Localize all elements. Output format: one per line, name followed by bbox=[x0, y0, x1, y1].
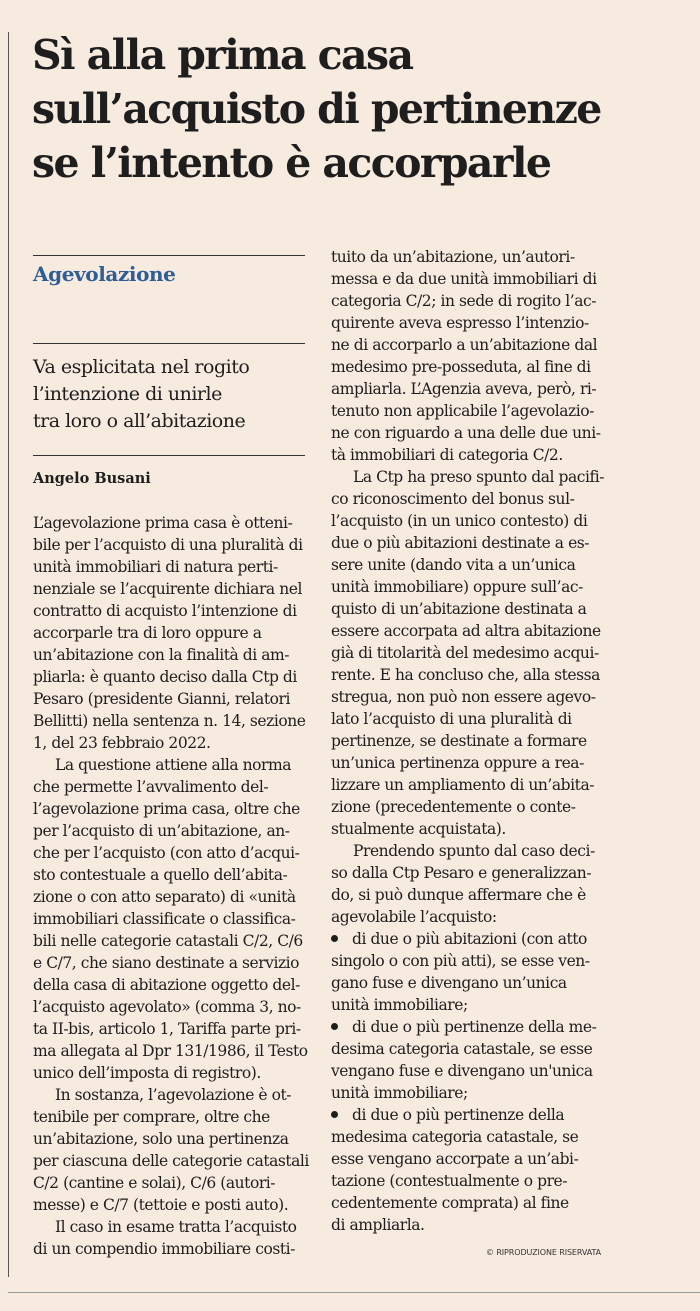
text-line bbox=[33, 754, 309, 776]
text-line-content: agevolabile l’acquisto: bbox=[331, 908, 497, 926]
text-line-content: contratto di acquisto l’intenzione di bbox=[33, 602, 297, 620]
text-line bbox=[331, 1104, 607, 1126]
text-line-content: desima categoria catastale, se esse bbox=[331, 1040, 593, 1058]
text-line-content: bile per l’acquisto di una pluralità di bbox=[33, 536, 303, 554]
text-line-content: vengano fuse e divengano un'unica bbox=[331, 1062, 593, 1080]
text-line-content: l’acquisto agevolato» (comma 3, no- bbox=[33, 998, 301, 1016]
text-line-content: cedentemente comprata) al fine bbox=[331, 1194, 569, 1212]
text-line bbox=[33, 622, 309, 644]
article-column-right bbox=[331, 246, 607, 1236]
text-line bbox=[33, 952, 309, 974]
text-line bbox=[33, 1084, 309, 1106]
text-line bbox=[33, 578, 309, 600]
text-line bbox=[331, 1060, 607, 1082]
text-line-content: di un compendio immobiliare costi- bbox=[33, 1240, 295, 1258]
subhead-line: Va esplicitata nel rogito bbox=[33, 356, 250, 378]
author-byline: Angelo Busani bbox=[33, 470, 151, 487]
headline-line: sull’acquisto di pertinenze bbox=[32, 85, 601, 133]
subhead-line: l’intenzione di unirle bbox=[33, 383, 222, 405]
text-line bbox=[331, 312, 607, 334]
text-line bbox=[331, 1016, 607, 1038]
article-column-left bbox=[33, 512, 309, 1260]
text-line bbox=[331, 884, 607, 906]
text-line bbox=[331, 488, 607, 510]
text-line bbox=[331, 466, 607, 488]
text-line bbox=[33, 1172, 309, 1194]
text-line bbox=[33, 1128, 309, 1150]
text-line-content: già di titolarità del medesimo acqui- bbox=[331, 644, 599, 662]
text-line bbox=[33, 996, 309, 1018]
text-line-content: tuito da un’abitazione, un’autori- bbox=[331, 248, 575, 266]
text-line-content: unità immobiliari di natura perti- bbox=[33, 558, 278, 576]
section-kicker: Agevolazione bbox=[33, 262, 176, 286]
text-line-content: esse vengano accorpate a un’abi- bbox=[331, 1150, 579, 1168]
text-line-content: l’acquisto (in un unico contesto) di bbox=[331, 512, 588, 530]
text-line bbox=[33, 710, 309, 732]
text-line-content: unità immobiliare) oppure sull’ac- bbox=[331, 578, 583, 596]
text-line-content: quisto di un’abitazione destinata a bbox=[331, 600, 587, 618]
text-line bbox=[33, 798, 309, 820]
text-line bbox=[33, 974, 309, 996]
text-line bbox=[331, 730, 607, 752]
text-line bbox=[331, 444, 607, 466]
text-line-content: C/2 (cantine e solai), C/6 (autori- bbox=[33, 1174, 276, 1192]
text-line bbox=[331, 928, 607, 950]
text-line-content: di ampliarla. bbox=[331, 1216, 425, 1234]
text-line bbox=[331, 422, 607, 444]
text-line bbox=[331, 664, 607, 686]
text-line-content: 1, del 23 febbraio 2022. bbox=[33, 734, 211, 752]
text-line-content: Prendendo spunto dal caso deci- bbox=[353, 842, 595, 860]
text-line-content: rente. E ha concluso che, alla stessa bbox=[331, 666, 600, 684]
text-line-content: lizzare un ampliamento di un’abita- bbox=[331, 776, 595, 794]
text-line-content: gano fuse e divengano un’unica bbox=[331, 974, 567, 992]
text-line-content: ma allegata al Dpr 131/1986, il Testo bbox=[33, 1042, 308, 1060]
text-line bbox=[33, 908, 309, 930]
kicker-top-rule bbox=[33, 255, 305, 256]
text-line-content: un’abitazione, solo una pertinenza bbox=[33, 1130, 289, 1148]
text-line bbox=[331, 356, 607, 378]
text-line-content: so dalla Ctp Pesaro e generalizzan- bbox=[331, 864, 592, 882]
headline bbox=[32, 28, 682, 190]
text-line bbox=[331, 598, 607, 620]
text-line bbox=[33, 1018, 309, 1040]
text-line bbox=[33, 688, 309, 710]
text-line bbox=[331, 1214, 607, 1236]
text-line-content: pertinenze, se destinate a formare bbox=[331, 732, 587, 750]
text-line bbox=[331, 554, 607, 576]
text-line-content: Il caso in esame tratta l’acquisto bbox=[55, 1218, 297, 1236]
text-line-content: messa e da due unità immobiliari di bbox=[331, 270, 597, 288]
text-line-content: della casa di abitazione oggetto del- bbox=[33, 976, 300, 994]
text-line-content: categoria C/2; in sede di rogito l’ac- bbox=[331, 292, 597, 310]
text-line bbox=[331, 532, 607, 554]
text-line-content: ta II-bis, articolo 1, Tariffa parte pri- bbox=[33, 1020, 301, 1038]
text-line-content: e C/7, che siano destinate a servizio bbox=[33, 954, 300, 972]
text-line bbox=[331, 400, 607, 422]
text-line-content: medesimo pre-posseduta, al fine di bbox=[331, 358, 591, 376]
text-line-content: unità immobiliare; bbox=[331, 1084, 468, 1102]
text-line-content: quirente aveva espresso l’intenzio- bbox=[331, 314, 589, 332]
text-line bbox=[331, 950, 607, 972]
text-line-content: di due o più pertinenze della me- bbox=[352, 1018, 597, 1036]
text-line-content: tazione (contestualmente o pre- bbox=[331, 1172, 568, 1190]
bullet-icon bbox=[331, 1111, 338, 1118]
text-line bbox=[331, 1038, 607, 1060]
bullet-icon bbox=[331, 935, 338, 942]
text-line bbox=[33, 776, 309, 798]
text-line bbox=[331, 1082, 607, 1104]
text-line bbox=[331, 994, 607, 1016]
text-line-content: ne con riguardo a una delle due uni- bbox=[331, 424, 601, 442]
text-line-content: In sostanza, l’agevolazione è ot- bbox=[55, 1086, 292, 1104]
text-line-content: stregua, non può non essere agevo- bbox=[331, 688, 596, 706]
text-line bbox=[331, 378, 607, 400]
text-line bbox=[331, 642, 607, 664]
text-line bbox=[331, 752, 607, 774]
text-line bbox=[331, 1126, 607, 1148]
text-line-content: accorparle tra di loro oppure a bbox=[33, 624, 262, 642]
text-line bbox=[33, 930, 309, 952]
text-line-content: per l’acquisto di un’abitazione, an- bbox=[33, 822, 290, 840]
bullet-icon bbox=[331, 1023, 338, 1030]
text-line bbox=[331, 774, 607, 796]
text-line bbox=[331, 862, 607, 884]
text-line bbox=[33, 534, 309, 556]
text-line-content: nenziale se l’acquirente dichiara nel bbox=[33, 580, 302, 598]
text-line bbox=[33, 732, 309, 754]
text-line bbox=[331, 708, 607, 730]
text-line bbox=[331, 290, 607, 312]
text-line bbox=[33, 600, 309, 622]
subheadline bbox=[33, 354, 313, 435]
text-line-content: ampliarla. L’Agenzia aveva, però, ri- bbox=[331, 380, 597, 398]
text-line bbox=[331, 906, 607, 928]
bottom-rule bbox=[8, 1292, 700, 1293]
subhead-line: tra loro o all’abitazione bbox=[33, 410, 246, 432]
text-line-content: essere accorpata ad altra abitazione bbox=[331, 622, 601, 640]
text-line-content: che permette l’avvalimento del- bbox=[33, 778, 269, 796]
text-line bbox=[331, 972, 607, 994]
text-line-content: La questione attiene alla norma bbox=[55, 756, 292, 774]
text-line-content: sto contestuale a quello dell’abita- bbox=[33, 866, 288, 884]
text-line bbox=[331, 796, 607, 818]
text-line-content: di due o più pertinenze della bbox=[352, 1106, 565, 1124]
text-line-content: L’agevolazione prima casa è otteni- bbox=[33, 514, 293, 532]
text-line-content: zione (precedentemente o conte- bbox=[331, 798, 576, 816]
text-line bbox=[33, 644, 309, 666]
copyright-notice: © RIPRODUZIONE RISERVATA bbox=[486, 1248, 602, 1257]
text-line-content: lato l’acquisto di una pluralità di bbox=[331, 710, 572, 728]
text-line bbox=[33, 512, 309, 534]
text-line bbox=[331, 686, 607, 708]
text-line bbox=[33, 886, 309, 908]
text-line-content: sere unite (dando vita a un’unica bbox=[331, 556, 576, 574]
text-line bbox=[331, 334, 607, 356]
text-line-content: per ciascuna delle categorie catastali bbox=[33, 1152, 309, 1170]
text-line bbox=[33, 666, 309, 688]
text-line-content: Pesaro (presidente Gianni, relatori bbox=[33, 690, 290, 708]
text-line-content: l’agevolazione prima casa, oltre che bbox=[33, 800, 300, 818]
text-line-content: un’abitazione con la finalità di am- bbox=[33, 646, 290, 664]
text-line bbox=[33, 1194, 309, 1216]
left-margin-rule bbox=[8, 32, 9, 1277]
text-line-content: medesima categoria catastale, se bbox=[331, 1128, 579, 1146]
text-line-content: Bellitti) nella sentenza n. 14, sezione bbox=[33, 712, 306, 730]
subhead-top-rule bbox=[33, 343, 305, 344]
text-line-content: tenuto non applicabile l’agevolazio- bbox=[331, 402, 594, 420]
text-line-content: tà immobiliari di categoria C/2. bbox=[331, 446, 563, 464]
text-line-content: singolo o con più atti), se esse ven- bbox=[331, 952, 590, 970]
text-line bbox=[33, 842, 309, 864]
text-line bbox=[331, 268, 607, 290]
headline-line: Sì alla prima casa bbox=[32, 31, 413, 79]
text-line bbox=[331, 818, 607, 840]
text-line bbox=[331, 576, 607, 598]
text-line bbox=[331, 1148, 607, 1170]
text-line bbox=[33, 1216, 309, 1238]
text-line-content: due o più abitazioni destinate a es- bbox=[331, 534, 590, 552]
text-line bbox=[331, 246, 607, 268]
text-line-content: immobiliari classificate o classifica- bbox=[33, 910, 296, 928]
text-line-content: che per l’acquisto (con atto d’acqui- bbox=[33, 844, 300, 862]
text-line bbox=[33, 1062, 309, 1084]
text-line-content: La Ctp ha preso spunto dal pacifi- bbox=[353, 468, 605, 486]
text-line bbox=[33, 1106, 309, 1128]
text-line bbox=[331, 1192, 607, 1214]
text-line-content: unità immobiliare; bbox=[331, 996, 468, 1014]
text-line bbox=[33, 1150, 309, 1172]
headline-line: se l’intento è accorparle bbox=[32, 139, 551, 187]
text-line bbox=[33, 556, 309, 578]
text-line bbox=[331, 840, 607, 862]
text-line bbox=[33, 1040, 309, 1062]
text-line bbox=[33, 1238, 309, 1260]
text-line-content: bili nelle categorie catastali C/2, C/6 bbox=[33, 932, 303, 950]
text-line-content: unico dell’imposta di registro). bbox=[33, 1064, 261, 1082]
text-line-content: ne di accorparlo a un’abitazione dal bbox=[331, 336, 598, 354]
text-line-content: tenibile per comprare, oltre che bbox=[33, 1108, 270, 1126]
text-line bbox=[331, 1170, 607, 1192]
text-line-content: di due o più abitazioni (con atto bbox=[352, 930, 587, 948]
text-line bbox=[33, 820, 309, 842]
text-line-content: messe) e C/7 (tettoie e posti auto). bbox=[33, 1196, 289, 1214]
text-line bbox=[331, 620, 607, 642]
text-line-content: pliarla: è quanto deciso dalla Ctp di bbox=[33, 668, 297, 686]
text-line-content: co riconoscimento del bonus sul- bbox=[331, 490, 575, 508]
text-line-content: zione o con atto separato) di «unità bbox=[33, 888, 296, 906]
author-top-rule bbox=[33, 455, 305, 456]
text-line-content: un’unica pertinenza oppure a rea- bbox=[331, 754, 584, 772]
text-line bbox=[331, 510, 607, 532]
text-line-content: stualmente acquistata). bbox=[331, 820, 506, 838]
text-line-content: do, si può dunque affermare che è bbox=[331, 886, 586, 904]
text-line bbox=[33, 864, 309, 886]
